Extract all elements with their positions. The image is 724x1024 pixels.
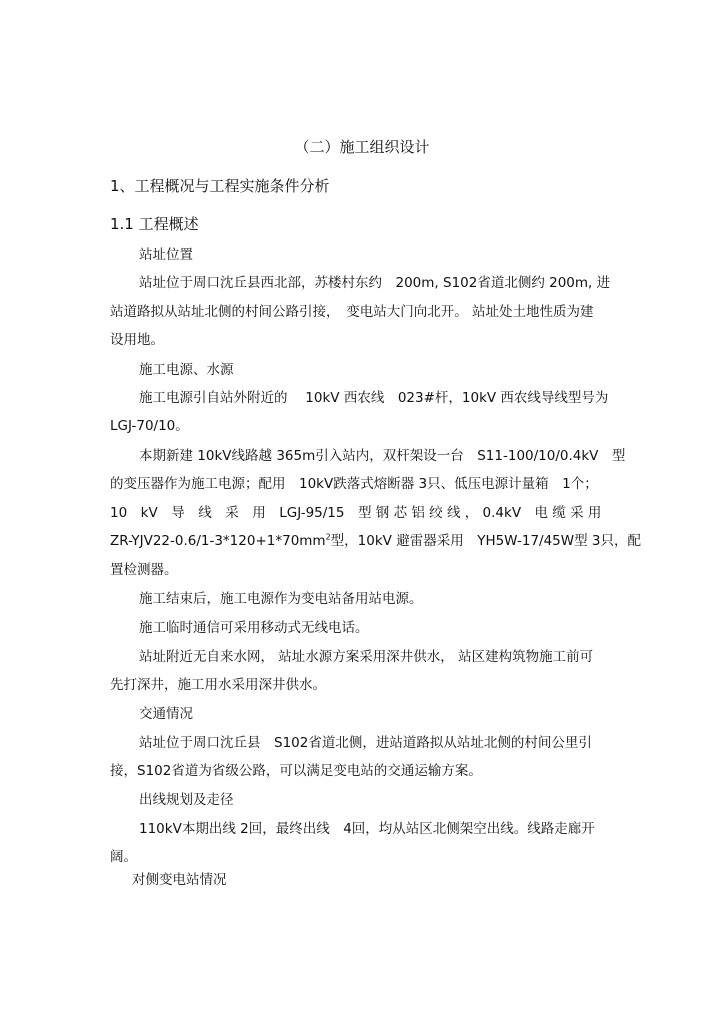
subheading-site-location: 站址位置 bbox=[139, 247, 193, 263]
document-title: （二）施工组织设计 bbox=[294, 138, 430, 156]
paragraph-line: 设用地。 bbox=[110, 332, 164, 348]
section-heading-1-1: 1.1 工程概述 bbox=[110, 215, 199, 233]
paragraph-line: 阔。 bbox=[110, 849, 137, 865]
cable-spec-text: ZR-YJV22-0.6/1-3*120+1*70mm bbox=[110, 533, 326, 549]
paragraph-line: 接，S102省道为省级公路，可以满足变电站的交通运输方案。 bbox=[110, 763, 482, 779]
paragraph-line: 110kV本期出线 2回，最终出线 4回，均从站区北侧架空出线。线路走廊开 bbox=[139, 821, 595, 837]
arrester-spec-text: 型，10kV 避雷器采用 YH5W-17/45W型 3只，配 bbox=[330, 533, 641, 549]
paragraph-line: 站址位于周口沈丘县西北部，苏楼村东约 200m, S102省道北侧约 200m, 进 bbox=[139, 275, 611, 291]
subheading-outgoing-lines: 出线规划及走径 bbox=[139, 792, 234, 808]
paragraph-line: 施工电源引自站外附近的 10kV 西农线 023#杆，10kV 西农线导线型号为 bbox=[139, 390, 609, 406]
paragraph-line: 站道路拟从站址北侧的村间公路引接， 变电站大门向北开。 站址处土地性质为建 bbox=[110, 304, 594, 320]
subheading-traffic: 交通情况 bbox=[139, 706, 193, 722]
paragraph-line bbox=[110, 532, 641, 550]
paragraph-line: 10 kV 导 线 采 用 LGJ-95/15 型 钢 芯 铝 绞 线 ， 0.4kV 电 缆 采 用 bbox=[110, 505, 602, 521]
paragraph-line: 站址位于周口沈丘县 S102省道北侧，进站道路拟从站址北侧的村间公里引 bbox=[139, 735, 592, 751]
paragraph-line: 施工结束后，施工电源作为变电站备用站电源。 bbox=[139, 591, 423, 607]
paragraph-line: 施工临时通信可采用移动式无线电话。 bbox=[139, 620, 369, 636]
paragraph-line: 本期新建 10kV线路越 365m引入站内，双杆架设一台 S11-100/10/0.4kV 型 bbox=[139, 448, 626, 464]
paragraph-line: 的变压器作为施工电源；配用 10kV跌落式熔断器 3只、低压电源计量箱 1个； bbox=[110, 476, 598, 492]
subheading-power-water: 施工电源、水源 bbox=[139, 362, 234, 378]
paragraph-line: LGJ-70/10。 bbox=[110, 418, 189, 434]
paragraph-line: 置检测器。 bbox=[110, 562, 178, 578]
subheading-opposite-substation: 对侧变电站情况 bbox=[132, 872, 227, 888]
paragraph-line: 先打深井，施工用水采用深井供水。 bbox=[110, 677, 326, 693]
paragraph-line: 站址附近无自来水网， 站址水源方案采用深井供水， 站区建构筑物施工前可 bbox=[139, 649, 594, 665]
superscript-unit: 2 bbox=[325, 532, 331, 542]
section-heading-1: 1、工程概况与工程实施条件分析 bbox=[110, 177, 330, 195]
